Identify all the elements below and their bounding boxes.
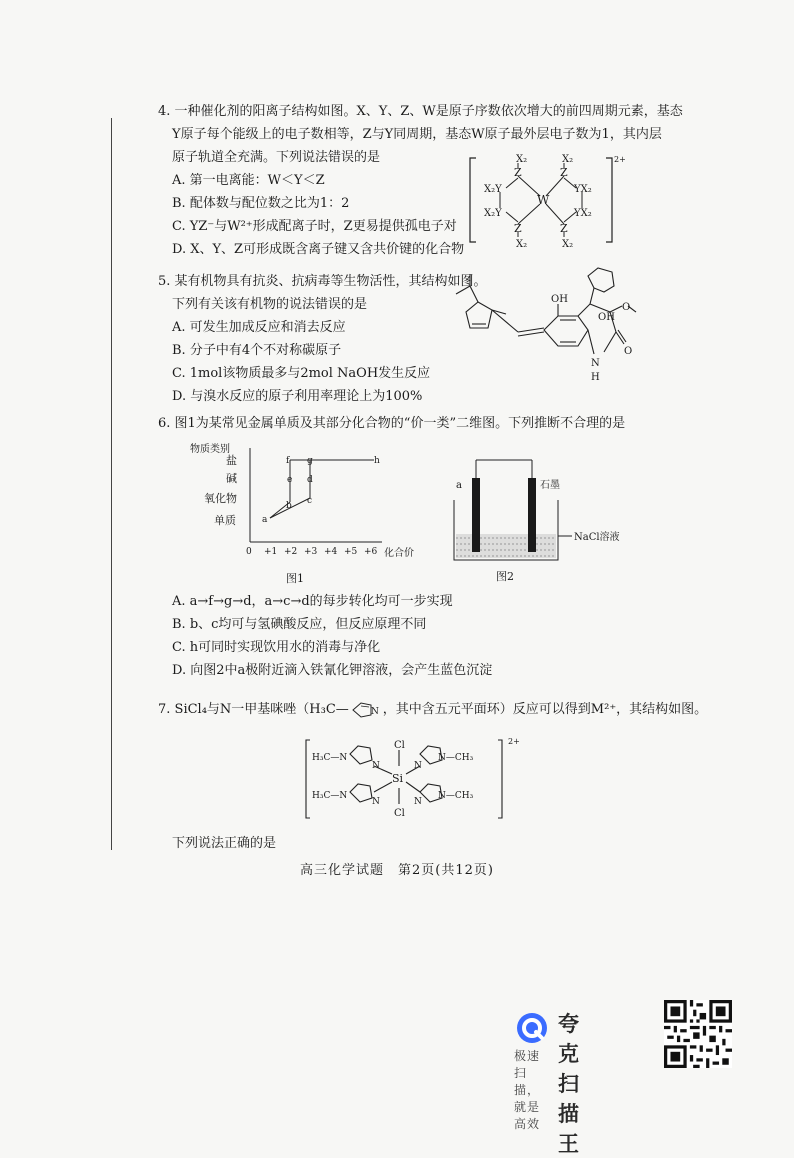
fig1-xtick-5: +5 <box>344 547 358 557</box>
fig1-point-b: b <box>286 501 292 511</box>
svg-text:N: N <box>370 706 379 717</box>
fig1-xtick-1: +1 <box>264 547 278 557</box>
fig1-ycat-base: 碱 <box>226 472 237 485</box>
question-5 <box>158 270 487 408</box>
q4-option-d: D. X、Y、Z可形成既含离子键又含共价键的化合物 <box>172 242 465 257</box>
fig1-ycat-element: 单质 <box>214 514 236 527</box>
q6-options <box>158 590 492 682</box>
q6-option-c: C. h可同时实现饮用水的消毒与净化 <box>172 640 381 655</box>
q5-option-b: B. 分子中有4个不对称碳原子 <box>172 343 342 358</box>
q4-x2y-lower: X₂Y <box>484 208 502 219</box>
question-6 <box>158 412 625 435</box>
q4-z-top-right: Z <box>560 166 568 179</box>
fig1-ylabel: 物质类别 <box>190 444 230 455</box>
q4-x2y-upper: X₂Y <box>484 184 502 195</box>
q4-option-b: B. 配体数与配位数之比为1：2 <box>172 196 350 211</box>
q4-option-a: A. 第一电离能：W＜Y＜Z <box>172 173 325 188</box>
q4-z-bottom-left: Z <box>514 222 522 235</box>
q7-stem-suffix: ，其中含五元平面环）反应可以得到M²⁺，其结构如图。 <box>382 702 708 717</box>
q5-stem-line-1: 5. 某有机物具有抗炎、抗病毒等生物活性，其结构如图。 <box>158 274 487 289</box>
q5-option-d: D. 与溴水反应的原子利用率理论上为100% <box>172 389 423 404</box>
q5-amide-h: H <box>591 372 600 383</box>
q7-structure-charge: 2+ <box>508 737 520 746</box>
n-methylimidazole-ring-icon <box>349 699 383 721</box>
fig1-point-e: e <box>287 475 293 485</box>
q4-x2-bottom-right: X₂ <box>562 239 574 250</box>
fig1-point-a: a <box>262 515 268 525</box>
q4-x2-top-left: X₂ <box>516 154 528 165</box>
q7-after-text: 下列说法正确的是 <box>172 836 277 851</box>
qr-code-icon <box>664 1000 732 1068</box>
q6-option-d: D. 向图2中a极附近滴入铁氰化钾溶液，会产生蓝色沉淀 <box>172 663 493 678</box>
q4-x2-bottom-left: X₂ <box>516 239 528 250</box>
q7-nch3-lower: N—CH₃ <box>438 791 474 801</box>
q7-h3cn-upper: H₃C—N <box>312 753 348 763</box>
q5-amide-n: N <box>591 358 600 369</box>
scanner-brand-name: 夸克扫描王 <box>558 1012 580 1156</box>
fig1-xlabel: 化合价 <box>384 548 414 559</box>
q7-cl-bottom: Cl <box>394 808 405 819</box>
fig2-electrode-a-label: a <box>456 480 462 491</box>
q4-option-c: C. YZ⁻与W²⁺形成配离子时，Z更易提供孤电子对 <box>172 219 457 234</box>
q7-n-lower-left: N <box>372 797 380 807</box>
q5-methoxy-o: O <box>622 302 631 313</box>
binding-margin-line <box>111 118 112 850</box>
fig1-point-d: d <box>307 475 313 485</box>
fig1-point-h: h <box>374 456 380 466</box>
fig1-ycat-oxide: 氧化物 <box>204 492 237 505</box>
scanner-brand-slogan: 极速扫描，就是高效 <box>514 1049 541 1131</box>
fig2-solution-label: NaCl溶液 <box>574 532 620 543</box>
q7-n-upper-right: N <box>414 761 422 771</box>
q7-stem <box>158 698 707 721</box>
q6-option-a: A. a→f→g→d，a→c→d的每步转化均可一步实现 <box>172 594 453 609</box>
fig2-graphite-label: 石墨 <box>540 480 560 491</box>
scanner-logo-icon <box>514 1010 550 1046</box>
fig1-xtick-0: 0 <box>246 547 252 557</box>
page-footer: 高三化学试题 第2页(共12页) <box>300 863 494 878</box>
q4-x2-top-right: X₂ <box>562 154 574 165</box>
fig1-ycat-salt: 盐 <box>226 454 237 467</box>
q6-fig2-electrolysis-cell <box>448 452 648 586</box>
q4-cation-structure <box>466 150 626 250</box>
q4-structure-charge: 2+ <box>614 155 626 164</box>
q7-stem-prefix: 7. SiCl₄与N一甲基咪唑（H₃C— <box>158 702 349 717</box>
fig2-caption: 图2 <box>496 570 514 583</box>
q6-option-b: B. b、c均可与氢碘酸反应，但反应原理不同 <box>172 617 427 632</box>
q7-nch3-upper: N—CH₃ <box>438 753 474 763</box>
q6-stem-line-1: 6. 图1为某常见金属单质及其部分化合物的“价一类”二维图。下列推断不合理的是 <box>158 416 626 431</box>
q4-z-top-left: Z <box>514 166 522 179</box>
fig1-caption: 图1 <box>286 572 304 585</box>
q5-option-c: C. 1mol该物质最多与2mol NaOH发生反应 <box>172 366 431 381</box>
q7-m2plus-structure <box>302 736 520 822</box>
q5-option-a: A. 可发生加成反应和消去反应 <box>172 320 346 335</box>
q6-fig1-valence-category-chart <box>182 438 422 586</box>
q4-z-bottom-right: Z <box>560 222 568 235</box>
fig1-xtick-2: +2 <box>284 547 298 557</box>
q5-oh-ring: OH <box>598 312 615 323</box>
fig1-point-f: f <box>286 456 290 466</box>
q4-center-w: W <box>537 193 550 207</box>
fig1-xtick-3: +3 <box>304 547 318 557</box>
q5-carbonyl-o: O <box>624 346 633 357</box>
q5-stem-line-2: 下列有关该有机物的说法错误的是 <box>172 297 368 312</box>
q7-si-center: Si <box>392 772 404 785</box>
q7-h3cn-lower: H₃C—N <box>312 791 348 801</box>
q4-stem-line-3: 原子轨道全充满。下列说法错误的是 <box>172 150 381 165</box>
q5-oh-upper: OH <box>551 294 568 305</box>
fig1-point-c: c <box>307 496 313 506</box>
q4-stem-line-1: 4. 一种催化剂的阳离子结构如图。X、Y、Z、W是原子序数依次增大的前四周期元素，基态 <box>158 104 683 119</box>
q7-n-upper-left: N <box>372 761 380 771</box>
fig1-xtick-4: +4 <box>324 547 338 557</box>
fig1-point-g: g <box>307 456 313 466</box>
q7-cl-top: Cl <box>394 740 405 751</box>
q4-yx2-upper: YX₂ <box>574 184 592 195</box>
fig1-xtick-6: +6 <box>364 547 378 557</box>
q4-stem-line-2: Y原子每个能级上的电子数相等，Z与Y同周期，基态W原子最外层电子数为1，其内层 <box>172 127 662 142</box>
q7-n-lower-right: N <box>414 797 422 807</box>
q4-yx2-lower: YX₂ <box>574 208 592 219</box>
q5-molecule-structure <box>448 272 638 390</box>
